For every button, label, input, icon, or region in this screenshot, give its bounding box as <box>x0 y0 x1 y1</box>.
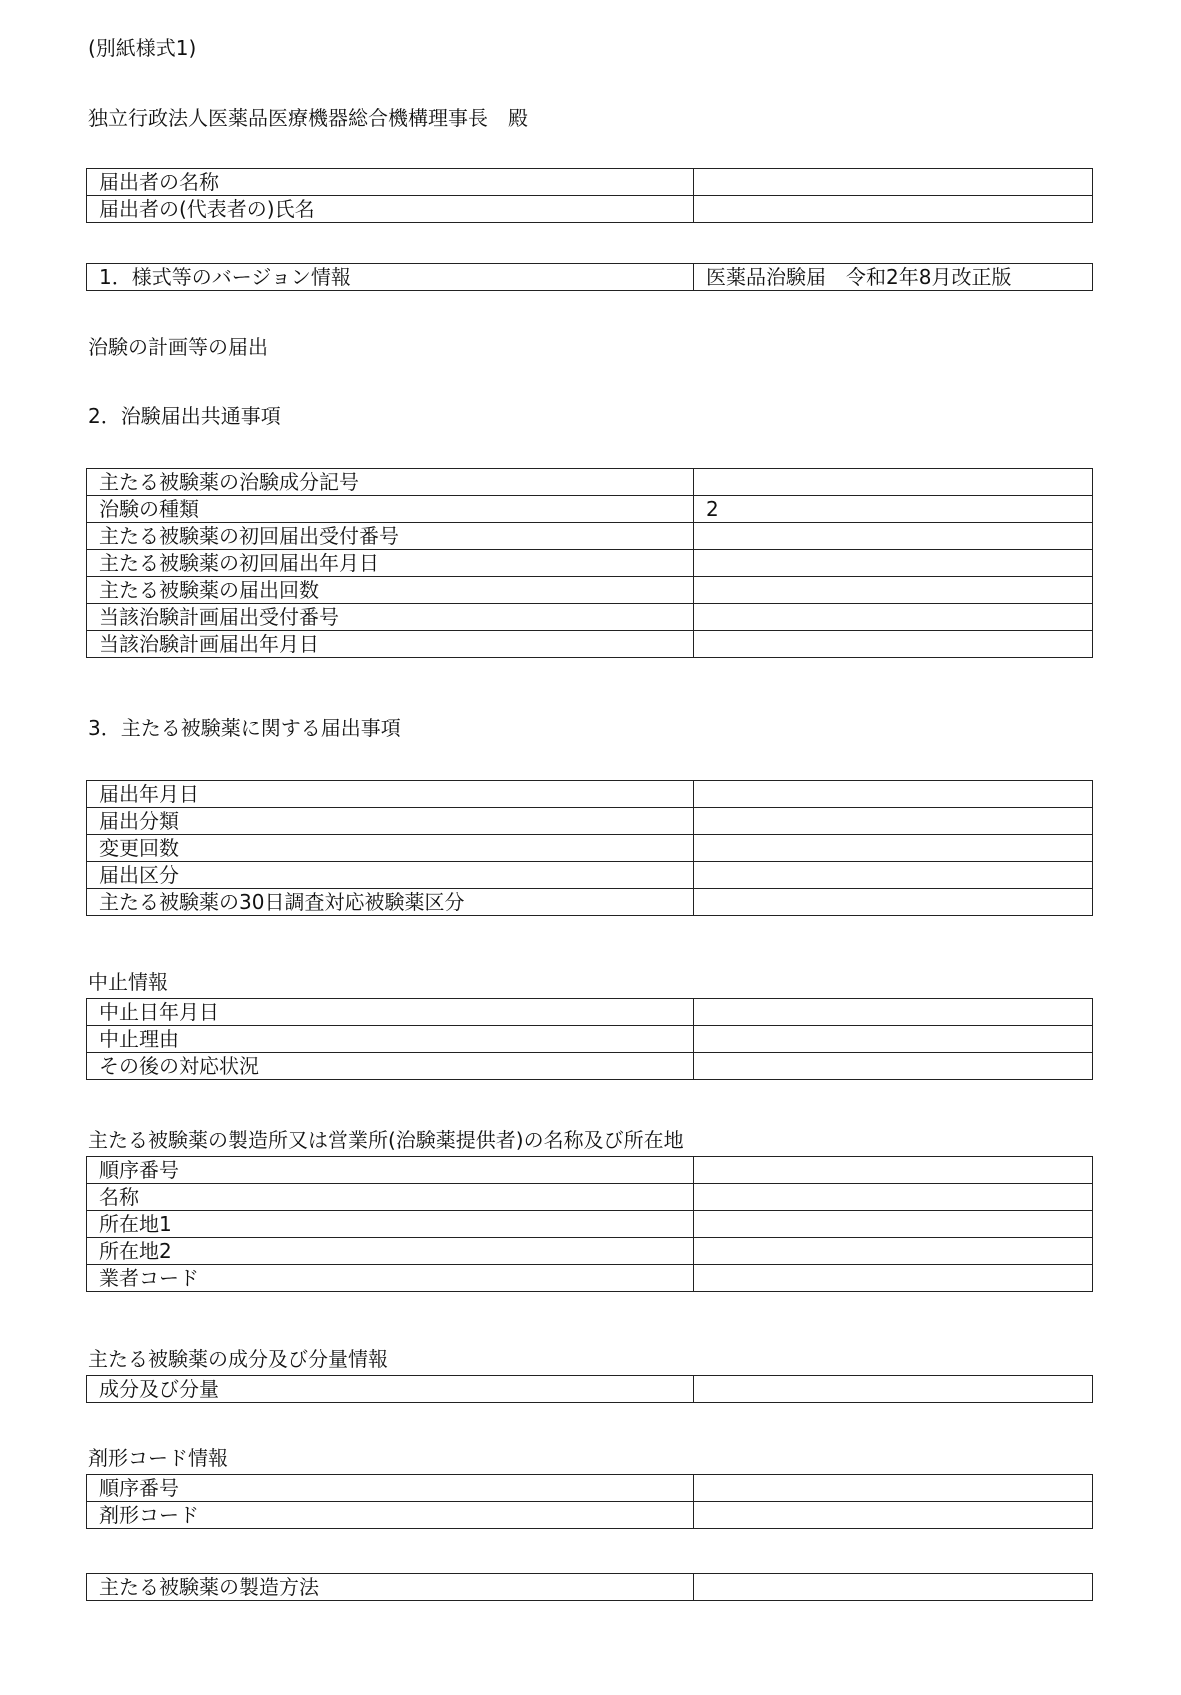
addressee: 独立行政法人医薬品医療機器総合機構理事長 殿 <box>88 106 528 130</box>
table-cell-value[interactable] <box>694 1376 1093 1403</box>
table-cell-label: 順序番号 <box>87 1475 694 1502</box>
submitter-table <box>86 168 1093 223</box>
table-cell-value[interactable] <box>694 862 1093 889</box>
table-cell-value[interactable] <box>694 577 1093 604</box>
submitter-name-value[interactable] <box>694 169 1093 196</box>
manufacturer-title: 主たる被験薬の製造所又は営業所(治験薬提供者)の名称及び所在地 <box>88 1128 684 1152</box>
table-row <box>87 1574 1093 1601</box>
section3-table <box>86 780 1093 916</box>
table-row <box>87 1475 1093 1502</box>
table-cell-value[interactable]: 2 <box>694 496 1093 523</box>
table-row <box>87 1502 1093 1529</box>
table-row <box>87 469 1093 496</box>
table-cell-label: 名称 <box>87 1184 694 1211</box>
table-cell-value[interactable] <box>694 1211 1093 1238</box>
table-row <box>87 264 1093 291</box>
table-cell-label: 治験の種類 <box>87 496 694 523</box>
table-cell-label: 当該治験計画届出受付番号 <box>87 604 694 631</box>
dosage-code-table <box>86 1474 1093 1529</box>
table-row <box>87 862 1093 889</box>
table-row <box>87 1053 1093 1080</box>
table-cell-value[interactable] <box>694 1238 1093 1265</box>
submitter-name-label: 届出者の名称 <box>87 169 694 196</box>
table-cell-label: 成分及び分量 <box>87 1376 694 1403</box>
table-cell-value[interactable] <box>694 835 1093 862</box>
table-cell-label: 所在地1 <box>87 1211 694 1238</box>
table-cell-label: 剤形コード <box>87 1502 694 1529</box>
table-cell-label: 当該治験計画届出年月日 <box>87 631 694 658</box>
table-cell-value[interactable] <box>694 781 1093 808</box>
table-row <box>87 1026 1093 1053</box>
discontinuation-title: 中止情報 <box>88 970 168 994</box>
table-row <box>87 808 1093 835</box>
section3-title: 3．主たる被験薬に関する届出事項 <box>88 716 401 740</box>
table-row <box>87 999 1093 1026</box>
table-cell-value[interactable] <box>694 1184 1093 1211</box>
discontinuation-table <box>86 998 1093 1080</box>
table-cell-value[interactable] <box>694 889 1093 916</box>
version-label: 1．様式等のバージョン情報 <box>87 264 694 291</box>
table-cell-value[interactable] <box>694 808 1093 835</box>
table-cell-label: 主たる被験薬の治験成分記号 <box>87 469 694 496</box>
composition-table <box>86 1375 1093 1403</box>
representative-name-value[interactable] <box>694 196 1093 223</box>
manufacturer-table <box>86 1156 1093 1292</box>
table-cell-label: 主たる被験薬の30日調査対応被験薬区分 <box>87 889 694 916</box>
table-cell-label: 変更回数 <box>87 835 694 862</box>
table-row <box>87 1211 1093 1238</box>
form-id: (別紙様式1) <box>88 36 197 60</box>
table-row <box>87 1184 1093 1211</box>
manufacturing-method-table <box>86 1573 1093 1601</box>
table-cell-value[interactable] <box>694 1574 1093 1601</box>
table-cell-label: 主たる被験薬の初回届出受付番号 <box>87 523 694 550</box>
table-cell-label: 届出区分 <box>87 862 694 889</box>
table-cell-value[interactable] <box>694 523 1093 550</box>
table-cell-label: 届出分類 <box>87 808 694 835</box>
composition-title: 主たる被験薬の成分及び分量情報 <box>88 1347 388 1371</box>
table-cell-value[interactable] <box>694 1053 1093 1080</box>
table-row <box>87 577 1093 604</box>
table-cell-value[interactable] <box>694 1026 1093 1053</box>
table-cell-label: 主たる被験薬の届出回数 <box>87 577 694 604</box>
table-cell-label: 主たる被験薬の製造方法 <box>87 1574 694 1601</box>
version-value[interactable]: 医薬品治験届 令和2年8月改正版 <box>694 264 1093 291</box>
table-cell-value[interactable] <box>694 469 1093 496</box>
table-cell-label: 届出年月日 <box>87 781 694 808</box>
section2-title: 2．治験届出共通事項 <box>88 404 281 428</box>
table-cell-value[interactable] <box>694 550 1093 577</box>
table-cell-label: その後の対応状況 <box>87 1053 694 1080</box>
table-row <box>87 1376 1093 1403</box>
table-cell-value[interactable] <box>694 631 1093 658</box>
table-cell-label: 主たる被験薬の初回届出年月日 <box>87 550 694 577</box>
table-cell-value[interactable] <box>694 1157 1093 1184</box>
table-cell-value[interactable] <box>694 604 1093 631</box>
table-row <box>87 1157 1093 1184</box>
table-cell-value[interactable] <box>694 1265 1093 1292</box>
table-cell-value[interactable] <box>694 1475 1093 1502</box>
table-cell-value[interactable] <box>694 999 1093 1026</box>
table-cell-label: 順序番号 <box>87 1157 694 1184</box>
representative-name-label: 届出者の(代表者の)氏名 <box>87 196 694 223</box>
table-cell-label: 業者コード <box>87 1265 694 1292</box>
table-row <box>87 631 1093 658</box>
table-cell-label: 中止日年月日 <box>87 999 694 1026</box>
version-table <box>86 263 1093 291</box>
table-row <box>87 496 1093 523</box>
table-row <box>87 604 1093 631</box>
dosage-code-title: 剤形コード情報 <box>88 1446 228 1470</box>
table-row <box>87 196 1093 223</box>
table-row <box>87 781 1093 808</box>
table-cell-value[interactable] <box>694 1502 1093 1529</box>
table-cell-label: 中止理由 <box>87 1026 694 1053</box>
table-row <box>87 889 1093 916</box>
table-row <box>87 169 1093 196</box>
section2-table <box>86 468 1093 658</box>
main-heading: 治験の計画等の届出 <box>88 335 268 359</box>
table-row <box>87 835 1093 862</box>
table-row <box>87 1238 1093 1265</box>
table-row <box>87 523 1093 550</box>
table-row <box>87 1265 1093 1292</box>
table-cell-label: 所在地2 <box>87 1238 694 1265</box>
table-row <box>87 550 1093 577</box>
